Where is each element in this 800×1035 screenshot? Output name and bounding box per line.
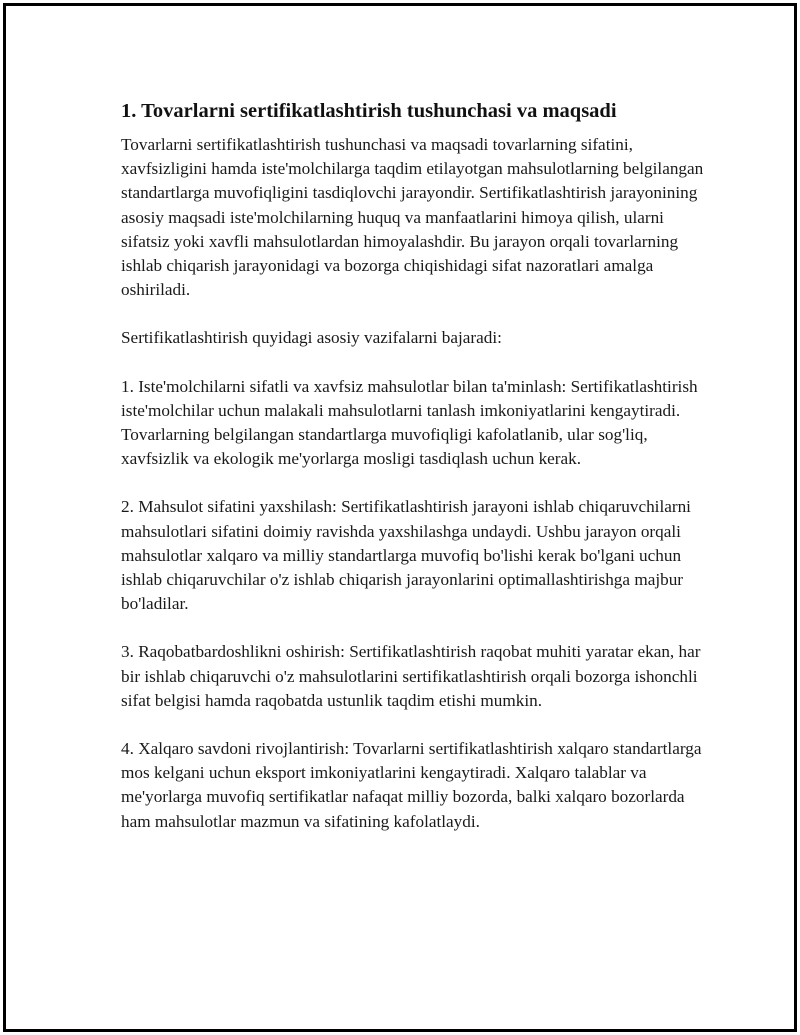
task-2-paragraph: 2. Mahsulot sifatini yaxshilash: Sertifikatlashtirish jarayoni ishlab chiqaruvchilarni mahsulotlari sifatini doimiy ravishda yaxshilashga undaydi. Ushbu jarayon orqali mahsulotlar xalqaro va milliy standartlarga muvofiq bo'lishi kerak bo'lgani uchun ishlab chiqaruvchilar o'z ishlab chiqarish jarayonlarini optimallashtirishga majbur bo'ladilar. <box>121 497 691 614</box>
paragraph-spacer <box>121 351 711 375</box>
section-heading: 1. Tovarlarni sertifikatlashtirish tushunchasi va maqsadi <box>121 100 617 122</box>
document-body <box>121 98 711 834</box>
task-3-paragraph: 3. Raqobatbardoshlikni oshirish: Sertifikatlashtirish raqobat muhiti yaratar ekan, har bir ishlab chiqaruvchi o'z mahsulotlarini sertifikatlashtirish orqali bozorga ishonchli sifat belgisi hamda raqobatda ustunlik taqdim etishi mumkin. <box>121 642 701 710</box>
paragraph-spacer <box>121 471 711 495</box>
tasks-lead-paragraph: Sertifikatlashtirish quyidagi asosiy vazifalarni bajaradi: <box>121 328 502 348</box>
page-frame <box>3 3 797 1032</box>
paragraph-spacer <box>121 302 711 326</box>
intro-paragraph: Tovarlarni sertifikatlashtirish tushunchasi va maqsadi tovarlarning sifatini, xavfsizligini hamda iste'molchilarga taqdim etilayotgan mahsulotlarning belgilangan standartlarga muvofiqligini tasdiqlovchi jarayondir. Sertifikatlashtirish jarayonining asosiy maqsadi iste'molchilarning huquq va manfaatlarini himoya qilish, ularni sifatsiz yoki xavfli mahsulotlardan himoyalashdir. Bu jarayon orqali tovarlarning ishlab chiqarish jarayonidagi va bozorga chiqishidagi sifat nazoratlari amalga oshiriladi. <box>121 135 704 300</box>
task-4-paragraph: 4. Xalqaro savdoni rivojlantirish: Tovarlarni sertifikatlashtirish xalqaro standartlarga mos kelgani uchun eksport imkoniyatlarini kengaytiradi. Xalqaro talablar va me'yorlarga muvofiq sertifikatlar nafaqat milliy bozorda, balki xalqaro bozorlarda ham mahsulotlar mazmun va sifatining kafolatlaydi. <box>121 739 702 831</box>
task-1-paragraph: 1. Iste'molchilarni sifatli va xavfsiz mahsulotlar bilan ta'minlash: Sertifikatlashtirish iste'molchilar uchun malakali mahsulotlarni tanlash imkoniyatlarini kengaytiradi. Tovarlarning belgilangan standartlarga muvofiqligi kafolatlanib, ular sog'liq, xavfsizlik va ekologik me'yorlarga mosligi tasdiqlash uchun kerak. <box>121 376 698 469</box>
paragraph-spacer <box>121 616 711 640</box>
paragraph-spacer <box>121 713 711 737</box>
